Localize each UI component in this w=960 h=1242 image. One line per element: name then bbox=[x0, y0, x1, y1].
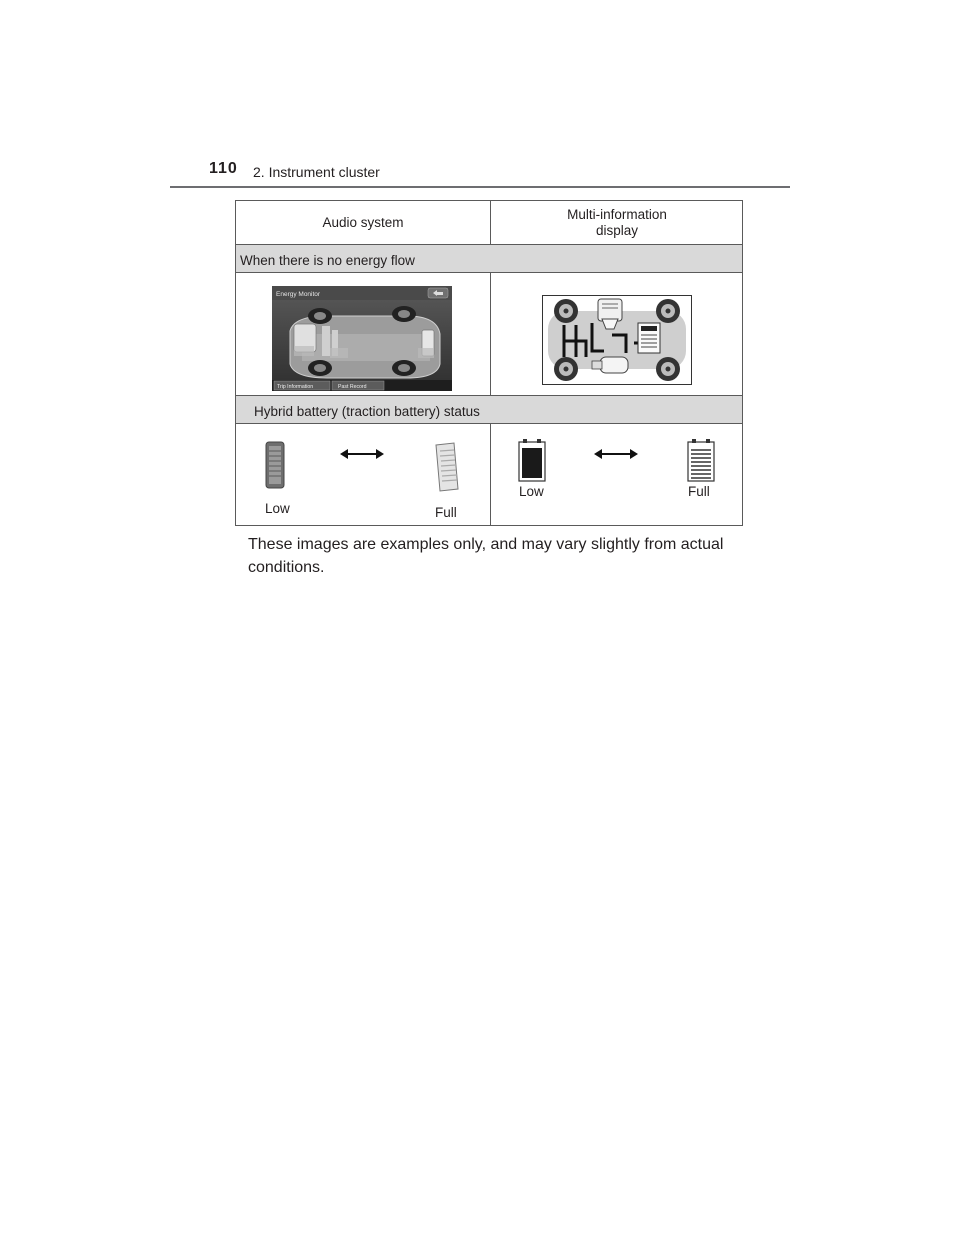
column-header-mid-line2: display bbox=[595, 223, 639, 238]
energy-monitor-table bbox=[235, 200, 743, 526]
battery-icon bbox=[638, 323, 660, 353]
past-record-button: Past Record bbox=[338, 384, 367, 390]
mid-energy-flow-display bbox=[542, 295, 692, 385]
row1-divider bbox=[490, 273, 491, 395]
row-label-hybrid-battery-status: Hybrid battery (traction battery) status bbox=[254, 404, 480, 419]
mid-battery-full-icon bbox=[687, 438, 715, 482]
screen-title: Energy Monitor bbox=[276, 291, 321, 298]
column-header-mid-line1: Multi-information bbox=[567, 207, 667, 222]
mid-battery-low-icon bbox=[518, 438, 546, 482]
section-title: 2. Instrument cluster bbox=[253, 164, 380, 180]
audio-full-label: Full bbox=[435, 505, 457, 520]
header-rule bbox=[170, 186, 790, 188]
header-divider bbox=[490, 201, 491, 245]
back-arrow-icon bbox=[428, 288, 448, 298]
mid-low-label: Low bbox=[519, 484, 544, 499]
row-band-hybrid-battery-status bbox=[236, 395, 742, 424]
row-label-no-energy-flow: When there is no energy flow bbox=[240, 253, 415, 268]
row-band-no-energy-flow bbox=[236, 244, 742, 273]
column-header-multi-info-display bbox=[491, 201, 743, 245]
examples-note: These images are examples only, and may vary slightly from actual conditions. bbox=[248, 536, 724, 576]
page-number: 110 bbox=[209, 160, 238, 177]
double-arrow-icon bbox=[594, 447, 638, 461]
audio-battery-full-icon bbox=[432, 441, 462, 493]
audio-energy-monitor-screen bbox=[272, 286, 452, 391]
audio-battery-low-icon bbox=[264, 441, 286, 489]
mid-full-label: Full bbox=[688, 484, 710, 499]
column-header-audio-label: Audio system bbox=[322, 215, 404, 230]
double-arrow-icon bbox=[340, 447, 384, 461]
audio-low-label: Low bbox=[265, 501, 290, 516]
trip-information-button: Trip Information bbox=[277, 384, 314, 390]
row2-divider bbox=[490, 424, 491, 526]
column-header-audio-system bbox=[236, 201, 490, 245]
